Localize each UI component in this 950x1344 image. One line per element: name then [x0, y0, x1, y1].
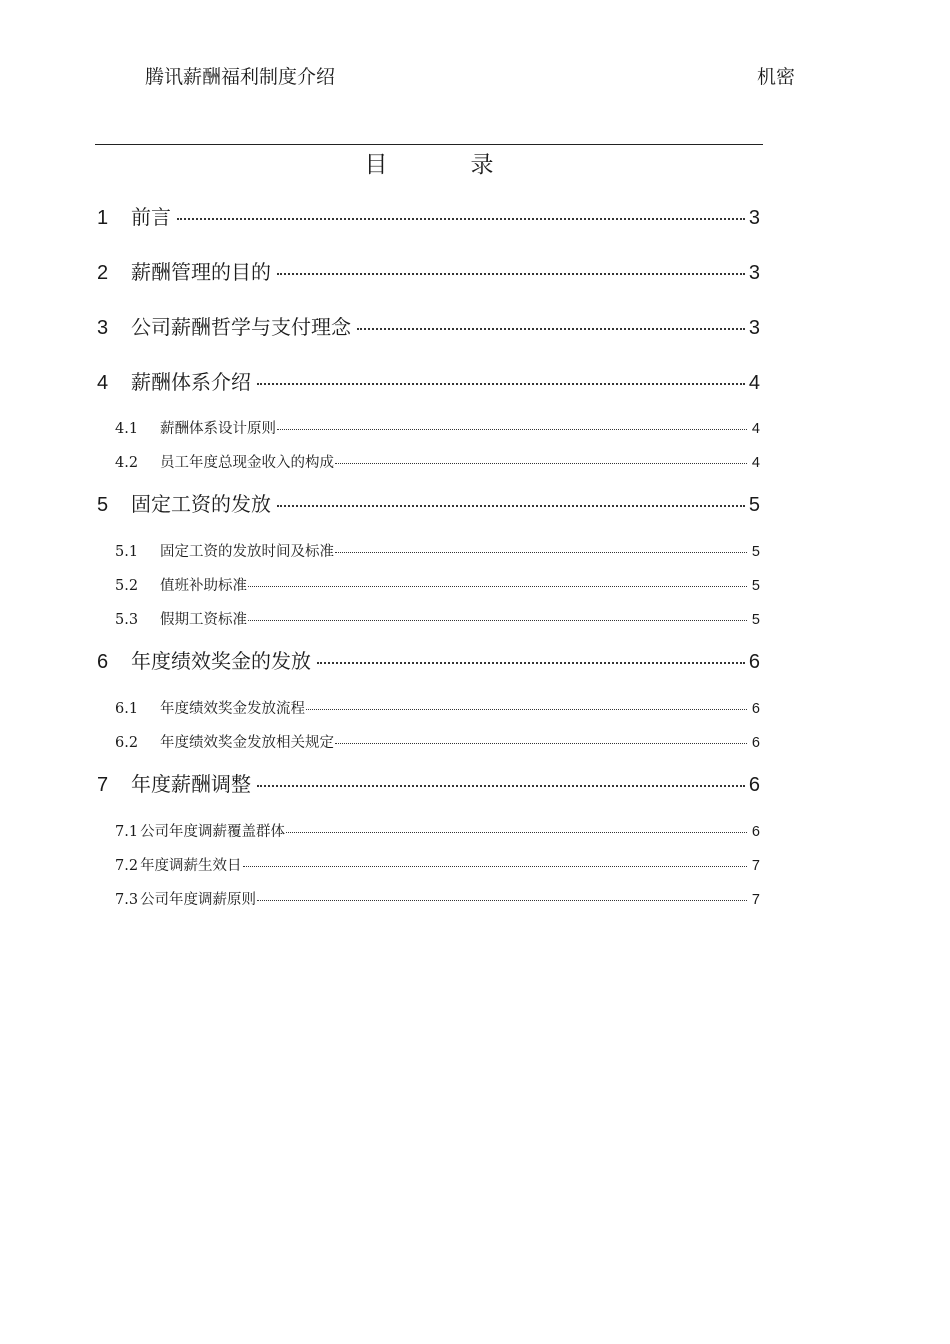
- toc-subentry[interactable]: [115, 854, 760, 875]
- toc-entry-number: 7: [97, 774, 109, 796]
- toc-entry-label: 员工年度总现金收入的构成: [160, 455, 334, 471]
- dot-leader: [243, 866, 747, 867]
- page-header: [145, 62, 795, 90]
- toc-entry-page: 5: [751, 612, 760, 628]
- toc-subentry[interactable]: [115, 697, 760, 718]
- toc-entry-number: 4.2: [115, 455, 139, 471]
- toc-entry-page: 7: [751, 858, 760, 874]
- dot-leader: [317, 662, 745, 664]
- toc-subentry[interactable]: [115, 574, 760, 595]
- toc-entry-number: 7.1: [115, 824, 139, 840]
- dot-leader: [335, 552, 747, 553]
- toc-entry-number: 7.2: [115, 858, 139, 874]
- toc-entry-number: 6.2: [115, 735, 139, 751]
- toc-entry[interactable]: [97, 201, 760, 230]
- toc-entry-number: 2: [97, 262, 109, 284]
- toc-entry-number: 7.3: [115, 892, 139, 908]
- dot-leader: [177, 218, 745, 220]
- toc-entry-number: 4: [97, 372, 109, 394]
- toc-entry-page: 5: [748, 494, 760, 516]
- toc-entry-label: 年度调薪生效日: [140, 858, 242, 874]
- toc-entry-page: 3: [748, 262, 760, 284]
- toc-subentry[interactable]: [115, 540, 760, 561]
- dot-leader: [248, 586, 747, 587]
- toc-entry[interactable]: [97, 366, 760, 395]
- dot-leader: [257, 785, 745, 787]
- dot-leader: [335, 743, 747, 744]
- document-title: 腾讯薪酬福利制度介绍: [145, 66, 336, 88]
- dot-leader: [277, 505, 745, 507]
- toc-entry-page: 4: [751, 421, 760, 437]
- toc-subentry[interactable]: [115, 417, 760, 438]
- toc-entry-page: 6: [751, 824, 760, 840]
- dot-leader: [277, 273, 745, 275]
- toc-entry-label: 前言: [131, 205, 171, 229]
- toc-subentry[interactable]: [115, 608, 760, 629]
- toc-subentry[interactable]: [115, 888, 760, 909]
- dot-leader: [248, 620, 747, 621]
- toc-entry[interactable]: [97, 768, 760, 797]
- toc-entry-label: 年度绩效奖金发放相关规定: [160, 735, 334, 751]
- dot-leader: [277, 429, 747, 430]
- toc-subentry[interactable]: [115, 820, 760, 841]
- dot-leader: [286, 832, 747, 833]
- toc-entry-number: 4.1: [115, 421, 139, 437]
- toc-entry-label: 薪酬管理的目的: [131, 260, 271, 284]
- toc-entry-label: 值班补助标准: [160, 578, 247, 594]
- toc-entry-label: 年度绩效奖金的发放: [131, 649, 311, 673]
- toc-entry-label: 公司年度调薪覆盖群体: [140, 824, 286, 840]
- toc-entry-label: 薪酬体系设计原则: [160, 421, 276, 437]
- toc-subentry[interactable]: [115, 731, 760, 752]
- toc-entry-number: 6: [97, 651, 109, 673]
- toc-title: 目 录: [364, 152, 524, 178]
- toc-entry-number: 1: [97, 207, 109, 229]
- toc-entry-page: 6: [751, 735, 760, 751]
- toc-entry-page: 3: [748, 207, 760, 229]
- toc-entry-label: 假期工资标准: [160, 612, 247, 628]
- toc-entry-number: 5.2: [115, 578, 139, 594]
- toc-entry-page: 7: [751, 892, 760, 908]
- toc-entry-label: 年度绩效奖金发放流程: [160, 701, 305, 717]
- toc-entry-page: 4: [751, 455, 760, 471]
- toc-entry-label: 公司薪酬哲学与支付理念: [131, 315, 351, 339]
- dot-leader: [257, 900, 747, 901]
- toc-entry-label: 年度薪酬调整: [131, 772, 251, 796]
- dot-leader: [335, 463, 747, 464]
- toc-entry[interactable]: [97, 645, 760, 674]
- toc-entry-number: 3: [97, 317, 109, 339]
- toc-entry-number: 5: [97, 494, 109, 516]
- toc-entry-label: 薪酬体系介绍: [131, 370, 251, 394]
- toc-entry-number: 6.1: [115, 701, 139, 717]
- toc-entry[interactable]: [97, 311, 760, 340]
- toc-subentry[interactable]: [115, 451, 760, 472]
- header-rule: [95, 144, 763, 145]
- toc-entry-page: 5: [751, 578, 760, 594]
- toc-entry[interactable]: [97, 488, 760, 517]
- toc-entry-page: 6: [748, 651, 760, 673]
- toc-entry-page: 6: [751, 701, 760, 717]
- dot-leader: [306, 709, 747, 710]
- toc-entry-label: 固定工资的发放: [131, 492, 271, 516]
- toc-entry-page: 3: [748, 317, 760, 339]
- toc-entry-number: 5.3: [115, 612, 139, 628]
- toc-entry-page: 4: [748, 372, 760, 394]
- toc-entry-label: 公司年度调薪原则: [140, 892, 257, 908]
- confidential-mark: 机密: [756, 66, 795, 88]
- dot-leader: [257, 383, 745, 385]
- toc-entry-label: 固定工资的发放时间及标准: [160, 544, 334, 560]
- toc-entry-page: 6: [748, 774, 760, 796]
- toc-entry[interactable]: [97, 256, 760, 285]
- dot-leader: [357, 328, 745, 330]
- toc-entry-page: 5: [751, 544, 760, 560]
- toc-entry-number: 5.1: [115, 544, 139, 560]
